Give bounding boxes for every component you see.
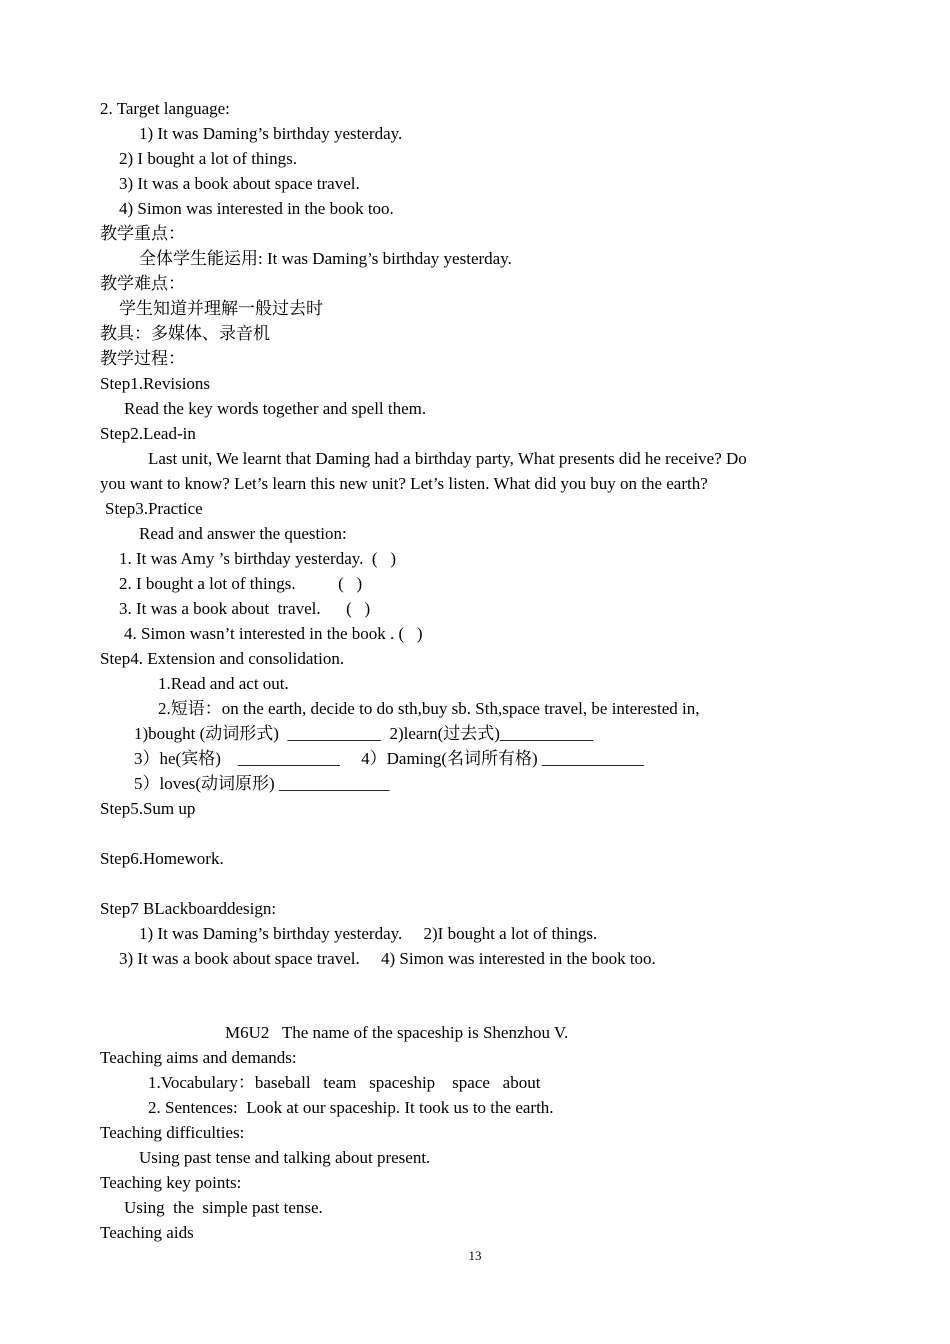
text-line: 1) It was Daming’s birthday yesterday. bbox=[139, 124, 403, 143]
text-line: Using the simple past tense. bbox=[124, 1198, 323, 1217]
question-item: 3. It was a book about travel. ( ) bbox=[119, 599, 371, 618]
text-line: 1.Vocabulary：baseball team spaceship space about bbox=[148, 1073, 541, 1092]
section-heading: 教学重点： bbox=[100, 224, 185, 243]
text-line: 2. Target language: bbox=[100, 99, 230, 118]
text-line: Read the key words together and spell them. bbox=[124, 399, 427, 418]
step-heading: Step3.Practice bbox=[105, 499, 203, 518]
text-line: Last unit, We learnt that Daming had a birthday party, What presents did he receive? Do bbox=[148, 449, 747, 468]
text-line: Using past tense and talking about present. bbox=[139, 1148, 431, 1167]
text-line: 3) It was a book about space travel. 4) Simon was interested in the book too. bbox=[119, 949, 656, 968]
text-line: 2.短语：on the earth, decide to do sth,buy sb. Sth,space travel, be interested in, bbox=[158, 699, 700, 718]
text-line: Read and answer the question: bbox=[139, 524, 347, 543]
step-heading: Step2.Lead-in bbox=[100, 424, 196, 443]
step-heading: Step4. Extension and consolidation. bbox=[100, 649, 345, 668]
exercise-line: 1)bought (动词形式) ___________ 2)learn(过去式)___________ bbox=[134, 724, 594, 743]
section-heading: 教学过程： bbox=[100, 349, 185, 368]
section-heading: Teaching difficulties: bbox=[100, 1123, 245, 1142]
step-heading: Step1.Revisions bbox=[100, 374, 211, 393]
step-heading: Step6.Homework. bbox=[100, 849, 224, 868]
text-line: 4) Simon was interested in the book too. bbox=[119, 199, 394, 218]
question-item: 2. I bought a lot of things. ( ) bbox=[119, 574, 363, 593]
exercise-line: 3）he(宾格) ____________ 4）Daming(名词所有格) ____________ bbox=[134, 749, 644, 768]
text-line: 1.Read and act out. bbox=[158, 674, 289, 693]
step-heading: Step7 BLackboarddesign: bbox=[100, 899, 277, 918]
question-item: 4. Simon wasn’t interested in the book . ( ) bbox=[124, 624, 423, 643]
section-heading: Teaching aids bbox=[100, 1223, 194, 1242]
exercise-line: 5）loves(动词原形) _____________ bbox=[134, 774, 390, 793]
unit-title: M6U2 The name of the spaceship is Shenzhou V. bbox=[225, 1023, 569, 1042]
text-line: 学生知道并理解一般过去时 bbox=[119, 299, 323, 318]
text-line: 2. Sentences: Look at our spaceship. It took us to the earth. bbox=[148, 1098, 554, 1117]
text-line: 3) It was a book about space travel. bbox=[119, 174, 360, 193]
page-number: 13 bbox=[468, 1248, 482, 1263]
text-line: 教具：多媒体、录音机 bbox=[100, 324, 270, 343]
section-heading: 教学难点： bbox=[100, 274, 185, 293]
text-line: 1) It was Daming’s birthday yesterday. 2)I bought a lot of things. bbox=[139, 924, 598, 943]
question-item: 1. It was Amy ’s birthday yesterday. ( ) bbox=[119, 549, 396, 568]
text-line: 全体学生能运用: It was Daming’s birthday yesterday. bbox=[139, 249, 512, 268]
text-line: 2) I bought a lot of things. bbox=[119, 149, 298, 168]
section-heading: Teaching aims and demands: bbox=[100, 1048, 297, 1067]
section-heading: Teaching key points: bbox=[100, 1173, 242, 1192]
text-line: you want to know? Let’s learn this new unit? Let’s listen. What did you buy on the earth? bbox=[100, 474, 708, 493]
step-heading: Step5.Sum up bbox=[100, 799, 196, 818]
